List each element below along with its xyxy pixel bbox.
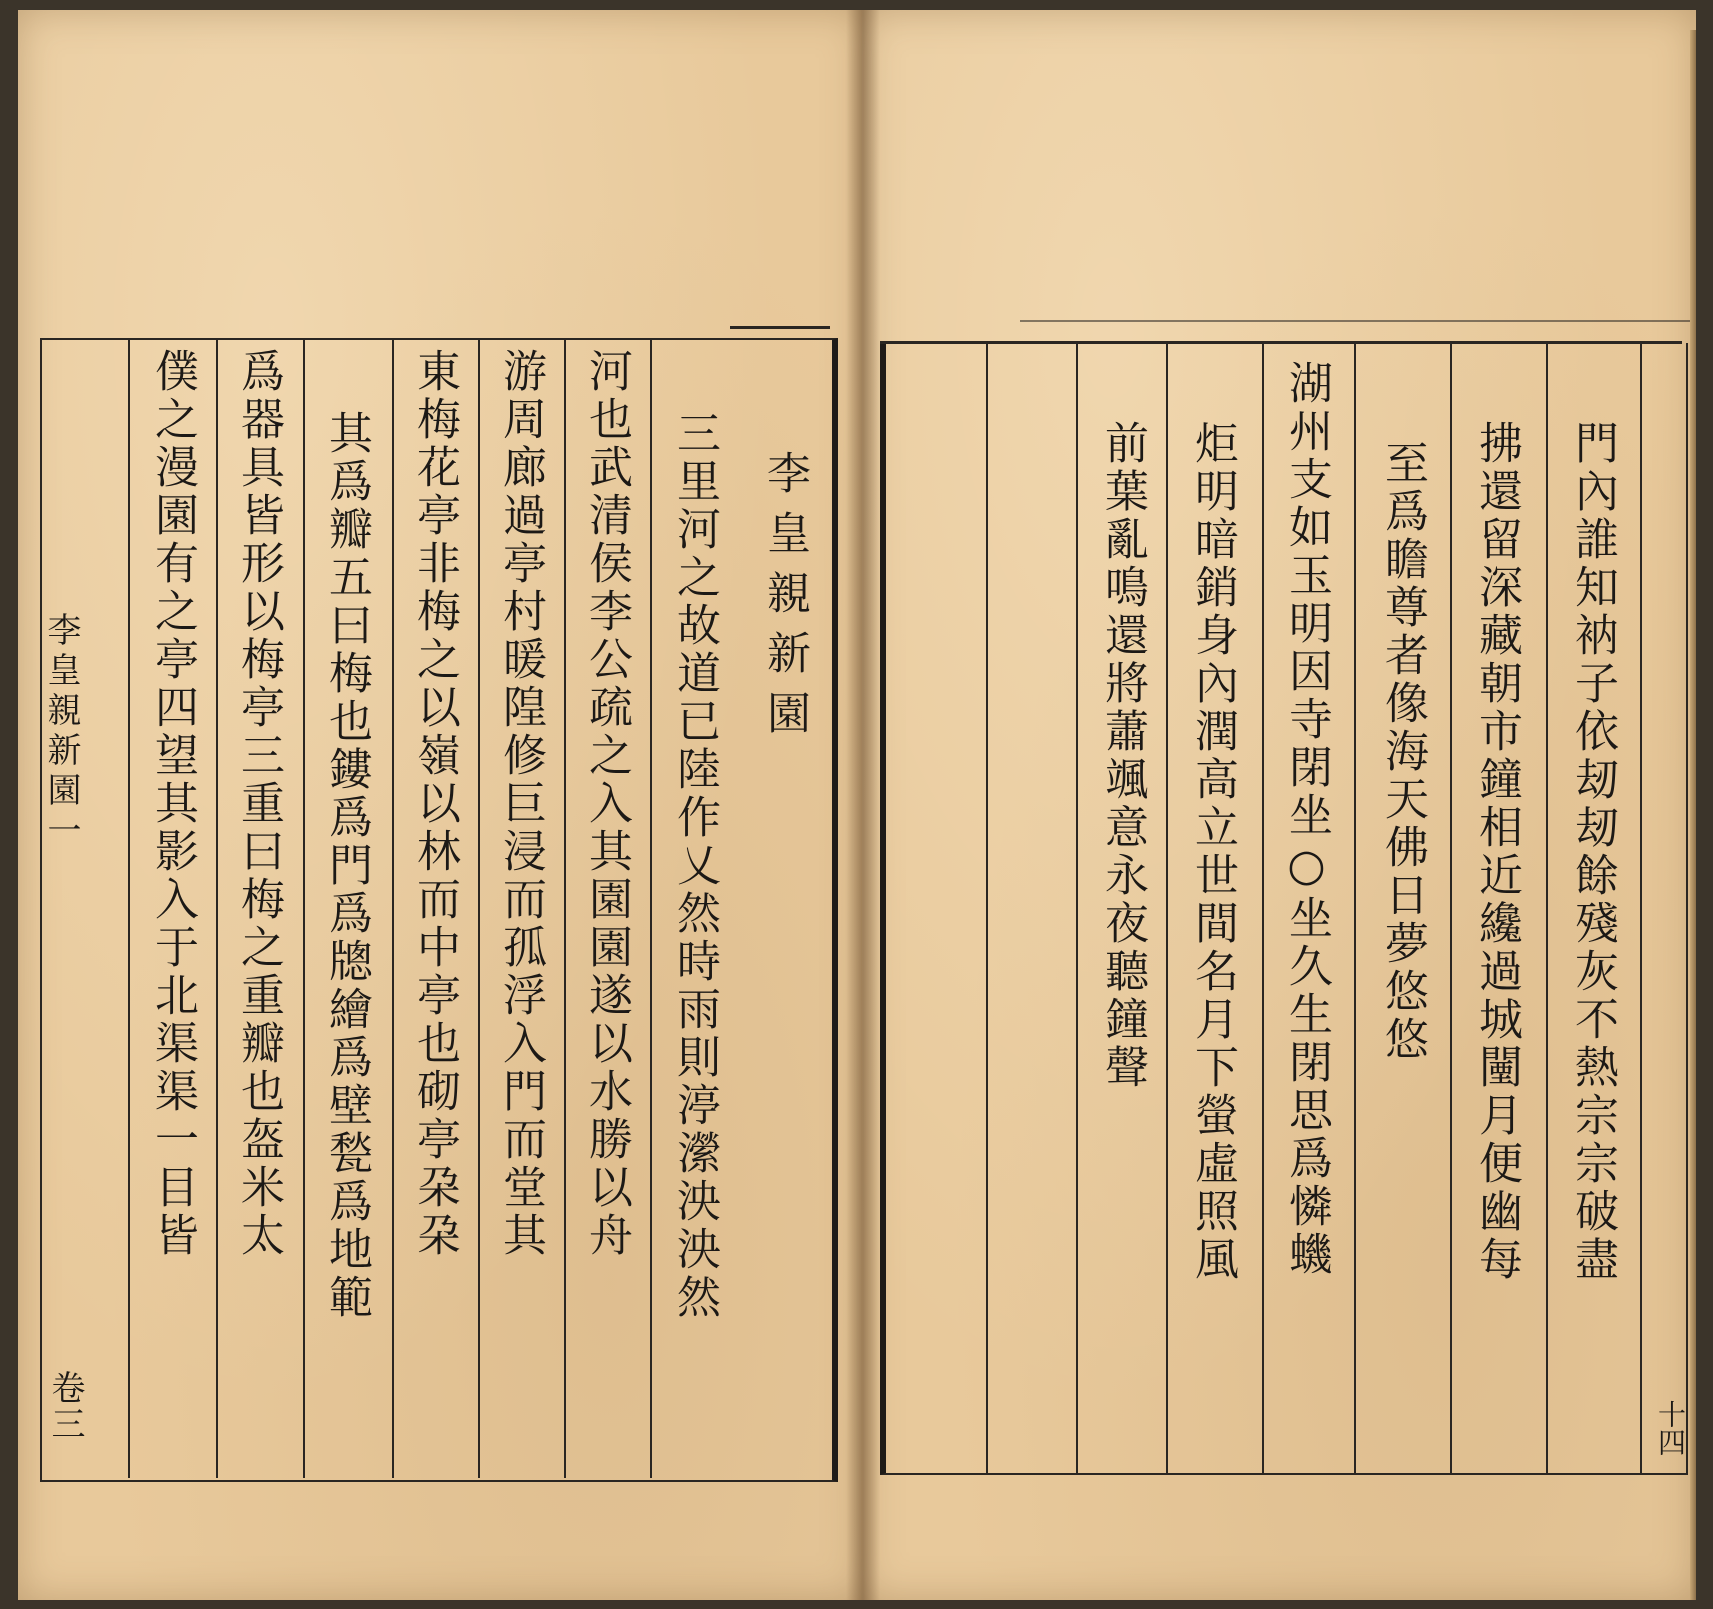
text-column-r6: 前葉亂鳴還將蕭颯意永夜聽鐘聲	[1097, 420, 1148, 1092]
column-rule	[1262, 343, 1264, 1473]
text-column-r1: 門內誰知衲子依刼刼餘殘灰不熱宗宗破盡	[1567, 420, 1618, 1284]
text-column-r3: 至爲瞻尊者像海天佛日夢悠悠	[1377, 440, 1428, 1064]
column-rule	[1450, 343, 1452, 1473]
text-column-5: 其爲瓣五曰梅也鏤爲門爲牕繪爲壁甃爲地範	[321, 410, 372, 1322]
column-rule	[1166, 343, 1168, 1473]
right-top-rule	[880, 341, 1682, 344]
text-column-3: 游周廊過亭村暖隍修巨浸而孤浮入門而堂其	[495, 348, 546, 1260]
column-rule	[564, 340, 566, 1478]
column-rule	[1546, 343, 1548, 1473]
column-rule	[1640, 343, 1642, 1473]
text-column-1: 三里河之故道已陸作乂然時雨則渟瀠泱泱然	[669, 410, 720, 1322]
book-gutter	[846, 10, 880, 1600]
column-rule	[1354, 343, 1356, 1473]
column-rule	[128, 340, 130, 1478]
page-edge	[1690, 30, 1696, 1600]
text-column-r5: 炬明暗銷身內潤高立世間名月下螢虛照風	[1187, 420, 1238, 1284]
volume-label: 卷三	[45, 1370, 85, 1442]
text-column-r4: 湖州支如玉明因寺閉坐○坐久生閉思爲憐蟣	[1281, 360, 1332, 1279]
column-rule	[1076, 343, 1078, 1473]
text-column-r2: 拂還留深藏朝市鐘相近纔過城闉月便幽每	[1471, 420, 1522, 1284]
column-rule	[392, 340, 394, 1478]
column-rule	[650, 340, 652, 1478]
page-number: 十四	[1654, 1400, 1687, 1456]
column-rule	[216, 340, 218, 1478]
text-column-2: 河也武清侯李公疏之入其園園遂以水勝以舟	[581, 348, 632, 1260]
text-column-6: 爲器具皆形以梅亭三重曰梅之重瓣也盔米太	[233, 348, 284, 1260]
text-column-7: 僕之漫園有之亭四望其影入于北渠渠一目皆	[147, 348, 198, 1260]
text-column-4: 東梅花亭非梅之以嶺以林而中亭也砌亭朶朶	[409, 348, 460, 1260]
column-rule	[303, 340, 305, 1478]
left-top-rule	[730, 326, 830, 329]
column-rule	[478, 340, 480, 1478]
margin-title: 李皇親新園一	[41, 612, 81, 852]
right-upper-rule	[1020, 320, 1690, 322]
column-rule	[986, 343, 988, 1473]
section-title: 李皇親新園	[759, 450, 810, 750]
